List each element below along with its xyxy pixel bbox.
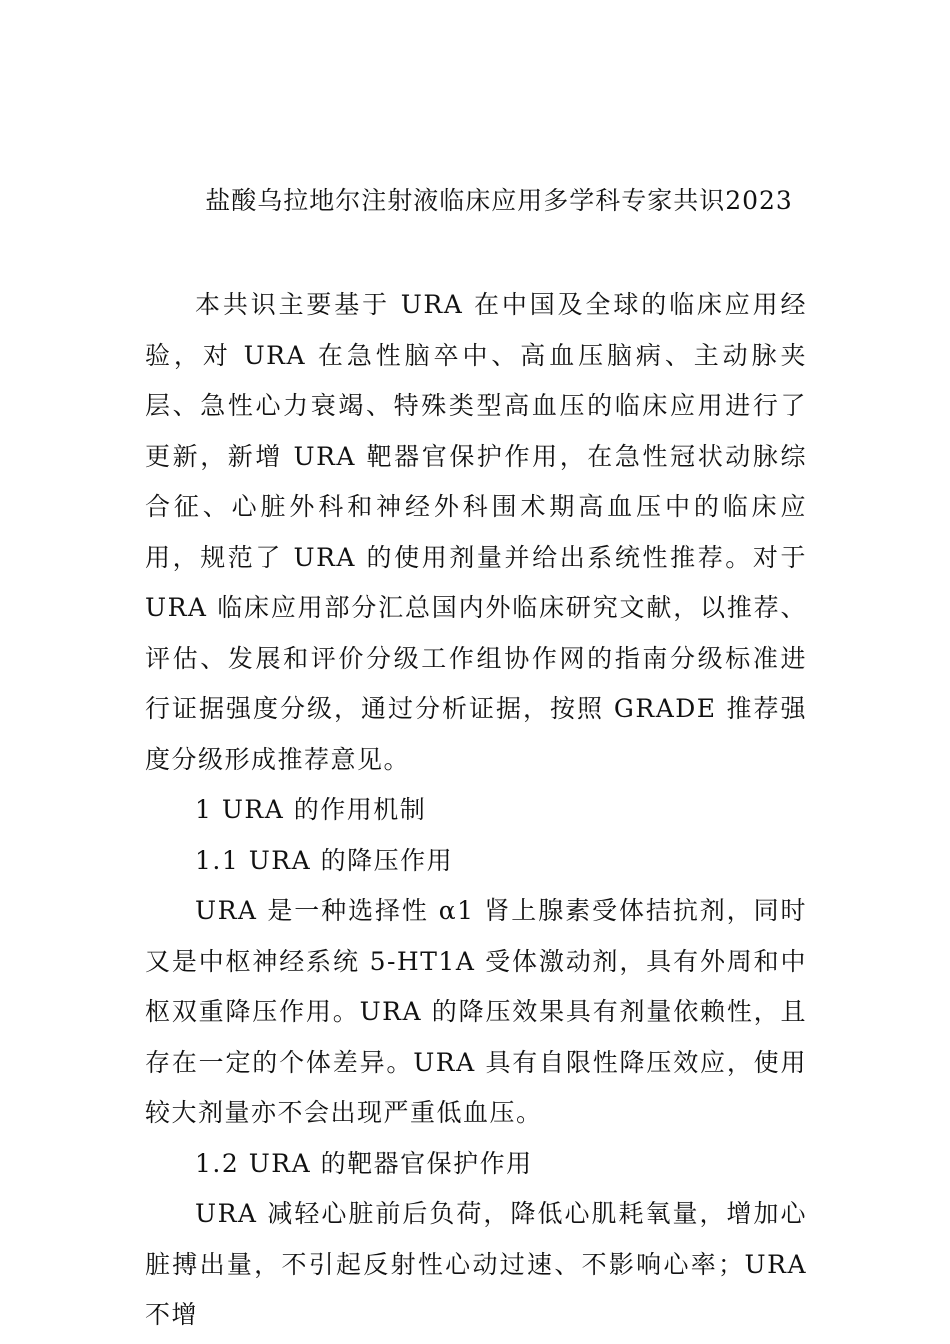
- document-title: 盐酸乌拉地尔注射液临床应用多学科专家共识2023: [205, 186, 793, 215]
- section-heading-1-1: 1.1 URA 的降压作用: [195, 845, 454, 875]
- document-body: [145, 280, 807, 1341]
- section-heading-1: 1 URA 的作用机制: [195, 795, 427, 824]
- paragraph-intro: 本共识主要基于 URA 在中国及全球的临床应用经验，对 URA 在急性脑卒中、高血压脑病、主动脉夹层、急性心力衰竭、特殊类型高血压的临床应用进行了更新，新增 URA 靶器官保护作用，在急性冠状动脉综合征、心脏外科和神经外科围术期高血压中的临床应用，规范了 URA 的使用剂量并给出系统性推荐。对于 URA 临床应用部分汇总国内外临床研究文献，以推荐、评估、发展和评价分级工作组协作网的指南分级标准进行证据强度分级，通过分析证据，按照 GRADE 推荐强度分级形成推荐意见。: [145, 290, 807, 774]
- paragraph-organ-protection: URA 减轻心脏前后负荷，降低心肌耗氧量，增加心脏搏出量，不引起反射性心动过速、不影响心率；URA 不增: [145, 1199, 807, 1329]
- paragraph-antihypertensive: URA 是一种选择性 α1 肾上腺素受体拮抗剂，同时又是中枢神经系统 5-HT1A 受体激动剂，具有外周和中枢双重降压作用。URA 的降压效果具有剂量依赖性，且存在一定的个体差异。URA 具有自限性降压效应，使用较大剂量亦不会出现严重低血压。: [145, 896, 807, 1127]
- section-heading-1-2: 1.2 URA 的靶器官保护作用: [195, 1148, 533, 1178]
